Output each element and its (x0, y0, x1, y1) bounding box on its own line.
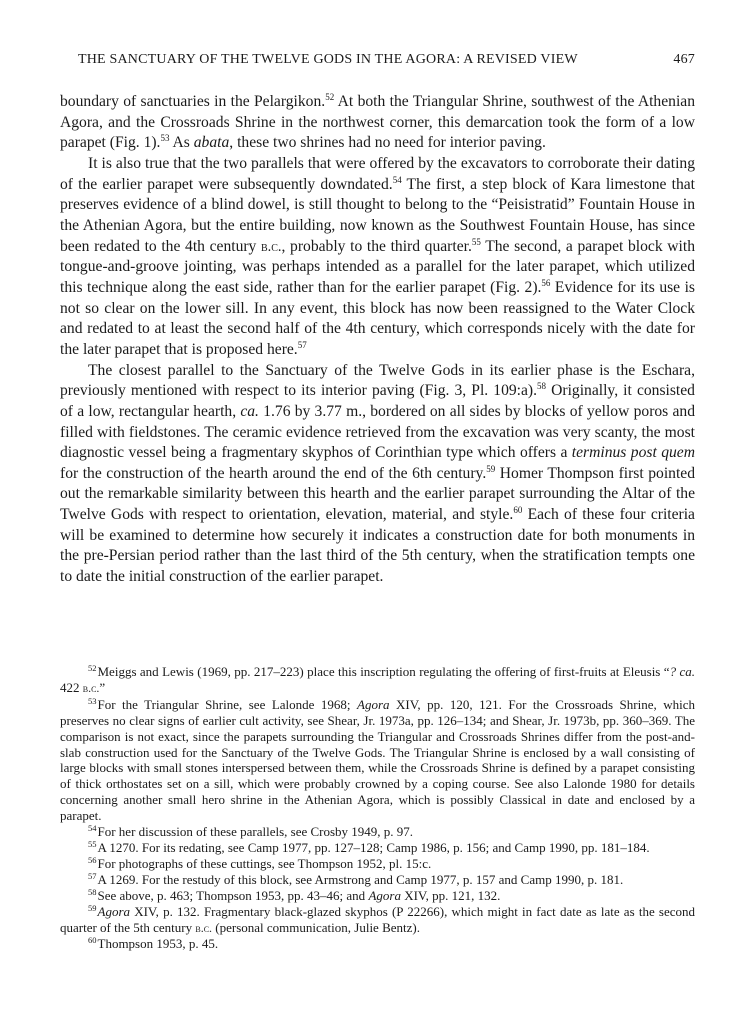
italic-term: ? ca. (669, 664, 695, 679)
footnote-ref-55[interactable]: 55 (471, 236, 481, 247)
paragraph-3 (60, 361, 695, 588)
footnote-ref-60[interactable]: 60 (513, 505, 523, 516)
footnote-number: 56 (88, 854, 97, 865)
text-run: Originally, it consisted of a low, rectangular hearth, (60, 382, 695, 420)
footnote-60 (60, 936, 695, 952)
footnote-ref-57[interactable]: 57 (297, 339, 307, 350)
text-run: XIV, pp. 120, 121. For the Crossroads Shrine, which preserves no clear signs of earlier cult activity, see Shear, Jr. 1973a, pp. 126–134; and Shear, Jr. 1973b, pp. 360–369. The comparison is not exact, since the parapets surrounding the Triangular and Crossroads Shrines differ from the post-and-slab construction used for the Sanctuary of the Twelve Gods. The Triangular Shrine is enclosed by a wall consisting of large blocks with small stones interspersed between them, while the Crossroads Shrine is defined by a parapet consisting of thick orthostates set on a sill, which were probably crowned by a coping course. See also Lalonde 1980 for details concerning another small hero shrine in the Athenian Agora, which is possibly Classical in date and enclosed by a parapet. (60, 696, 696, 824)
text-run: It is also true that the two parallels that were offered by the excavators to corroborate their dating of the earlier parapet were subsequently downdated. (60, 154, 695, 193)
footnote-number: 57 (88, 870, 97, 881)
footnote-ref-56[interactable]: 56 (541, 277, 551, 288)
page-number: 467 (673, 52, 695, 67)
text-run: The first, a step block of Kara limestone that preserves evidence of a blind dowel, is still thought to belong to the “Peisistratid” Fountain House in the Athenian Agora, but the entire building, now known as the Southwest Fountain House, has since been redated to the 4th century (60, 175, 695, 255)
text-run: At both the Triangular Shrine, southwest of the Athenian Agora, and the Crossroads Shrine in the northwest corner, this demarcation took the form of a low parapet (Fig. 1). (60, 93, 695, 152)
text-run: A 1269. For the restudy of this block, see Armstrong and Camp 1977, p. 157 and Camp 1990, p. 181. (97, 871, 624, 887)
italic-term: terminus post quem (571, 444, 695, 462)
text-run: ” (99, 679, 106, 695)
text-run: For photographs of these cuttings, see Thompson 1952, pl. 15:c. (97, 855, 432, 871)
text-run: A 1270. For its redating, see Camp 1977, pp. 127–128; Camp 1986, p. 156; and Camp 1990, pp. 181–184. (97, 839, 650, 855)
text-run: For her discussion of these parallels, see Crosby 1949, p. 97. (97, 824, 414, 840)
text-run: 422 (60, 679, 83, 695)
footnote-number: 59 (88, 902, 97, 913)
text-run: Evidence for its use is not so clear on the lower sill. In any event, this block has now been reassigned to the Water Clock and redated to at least the second half of the 4th century, which corresponds nicely with the date for the later parapet that is proposed here. (60, 278, 695, 358)
text-run: Homer Thompson first pointed out the remarkable similarity between this hearth and the earlier parapet surrounding the Altar of the Twelve Gods with respect to orientation, elevation, material, and style. (60, 464, 695, 524)
text-run: XIV, pp. 121, 132. (400, 887, 501, 903)
italic-term: abata (193, 134, 230, 152)
footnote-number: 58 (88, 886, 97, 897)
era-abbrev: b.c. (195, 920, 213, 935)
era-abbrev: b.c. (82, 680, 100, 695)
text-run: The closest parallel to the Sanctuary of the Twelve Gods in its earlier phase is the Eschara, previously mentioned with respect to its interior paving (Fig. 3, Pl. 109:a). (60, 361, 695, 400)
footnote-ref-53[interactable]: 53 (160, 133, 170, 144)
footnote-number: 52 (88, 663, 97, 673)
text-run: , probably to the third quarter. (281, 237, 472, 255)
text-run: (personal communication, Julie Bentz). (212, 919, 420, 935)
footnote-56 (60, 856, 695, 872)
main-text (60, 92, 695, 588)
footnote-ref-52[interactable]: 52 (325, 92, 335, 102)
text-run: XIV, p. 132. Fragmentary black-glazed skyphos (P 22266), which might in fact date as late as the second quarter of the 5th century (60, 903, 695, 935)
footnote-54 (60, 824, 695, 840)
text-run: The second, a parapet block with tongue-and-groove jointing, was perhaps intended as a parallel for the later parapet, which utilized this technique along the east side, rather than for the earlier parapet (Fig. 2). (60, 237, 695, 296)
text-run: for the construction of the hearth around the end of the 6th century. (60, 464, 487, 482)
footnote-number: 55 (88, 838, 97, 849)
running-title: THE SANCTUARY OF THE TWELVE GODS IN THE AGORA: A REVISED VIEW (78, 52, 578, 67)
italic-term: ca. (240, 402, 259, 420)
footnote-53 (60, 697, 695, 824)
paragraph-2 (60, 154, 695, 361)
text-run: Thompson 1953, p. 45. (97, 936, 219, 952)
paragraph-1 (60, 92, 695, 154)
text-run: , these two shrines had no need for interior paving. (229, 134, 546, 152)
footnote-59 (60, 904, 695, 937)
footnote-number: 54 (88, 823, 97, 834)
footnote-number: 53 (88, 695, 97, 706)
text-run: 1.76 by 3.77 m., bordered on all sides by blocks of yellow poros and filled with fieldstones. The ceramic evidence retrieved from the excavation was very scanty, the most diagnostic vessel being a fragmentary skyphos of Corinthian type which offers a (60, 402, 695, 462)
text-run: boundary of sanctuaries in the Pelargikon. (60, 93, 326, 110)
footnotes (60, 664, 695, 952)
footnote-ref-59[interactable]: 59 (486, 463, 496, 474)
italic-term: Agora (97, 903, 130, 919)
footnote-58 (60, 888, 695, 904)
footnote-55 (60, 840, 695, 856)
footnote-52 (60, 664, 695, 697)
text-run: As (169, 134, 194, 152)
italic-term: Agora (357, 696, 390, 712)
text-run: For the Triangular Shrine, see Lalonde 1968; (97, 696, 358, 712)
era-abbrev: b.c. (261, 238, 282, 255)
footnote-57 (60, 872, 695, 888)
text-run: See above, p. 463; Thompson 1953, pp. 43–46; and (97, 887, 369, 903)
text-run: Meiggs and Lewis (1969, pp. 217–223) place this inscription regulating the offering of first-fruits at Eleusis “ (97, 664, 670, 679)
footnote-ref-58[interactable]: 58 (537, 381, 547, 392)
footnote-ref-54[interactable]: 54 (392, 174, 402, 185)
footnote-number: 60 (88, 935, 97, 946)
italic-term: Agora (368, 887, 401, 903)
text-run: Each of these four criteria will be examined to determine how securely it indicates a construction date for both monuments in the pre-Persian period rather than the last third of the 5th century, when the stratification tempts one to date the initial construction of the earlier parapet. (60, 506, 695, 586)
